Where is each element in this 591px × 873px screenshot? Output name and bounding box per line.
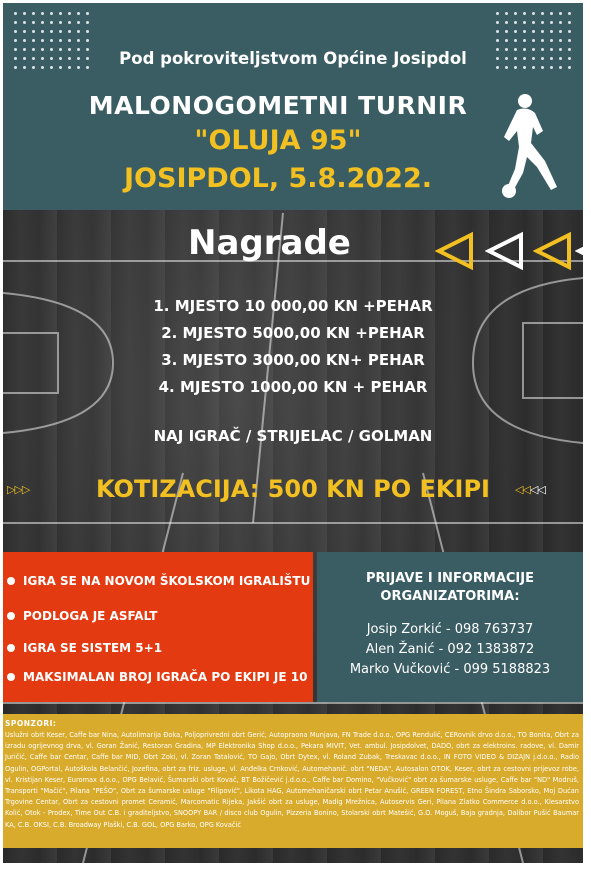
contact-person: Josip Zorkić - 098 763737 — [366, 622, 534, 637]
rule-item: MAKSIMALAN BROJ IGRAČA PO EKIPI JE 10 — [7, 670, 307, 684]
contact-person: Marko Vučković - 099 5188823 — [349, 662, 551, 677]
prizes-heading: Nagrade — [188, 223, 351, 263]
bullet-icon — [7, 577, 15, 585]
prize-item: 4. MJESTO 1000,00 KN + PEHAR — [158, 378, 428, 396]
prize-item: 1. MJESTO 10 000,00 KN +PEHAR — [153, 297, 433, 315]
rules-box — [3, 552, 313, 702]
rule-item: PODLOGA JE ASFALT — [7, 609, 157, 623]
tournament-title: MALONOGOMETNI TURNIR — [88, 91, 468, 120]
triangle-icon — [435, 231, 475, 271]
tournament-place-date: JOSIPDOL, 5.8.2022. — [124, 163, 432, 194]
contacts-box — [317, 552, 583, 702]
prize-item: 2. MJESTO 5000,00 KN +PEHAR — [161, 324, 425, 342]
contacts-heading: PRIJAVE I INFORMACIJE ORGANIZATORIMA: — [366, 571, 534, 604]
tournament-name: "OLUJA 95" — [194, 125, 362, 156]
patronage-text: Pod pokroviteljstvom Općine Josipdol — [119, 49, 467, 68]
arrow-decoration-left: ▷▷▷ — [7, 483, 30, 496]
sponsors-list: Uslužni obrt Keser, Caffe bar Nina, Autolimarija Đoka, Poljoprivredni obrt Gerić, Autopraona Munjava, FN Trade d.o.o., OPG Rendulić, CERovnik drvo d.o.o., TO Bonita, Obrt za izradu ogrijevnog drva, vl. Goran Žanić, Restoran Gradina, MP Elektronika Shop d.o.o., Pekara MIVIT, Vet. ambul. Josipdolvet, DADO, obrt za elektroins. radove, vl. Damir Juričić, Caffe bar Centar, Caffe bar MID, Obrt Zoki, vl. Zoran Tatalović, TO Gajo, Obrt Dytex, vl. Roland Zubak, Treskavac d.o.o., IN FOTO VIDEO & DIZAJN j.d.o.o., Radio Ogulin, OGPortal, Autoškola Belančić, Jozefina, obrt za friz. usluge, vl. Anđelka Crnković, Automehanič. obrt "NEDA", Autosalon OTOK, Keser, obrt za cestovni prijevoz robe, vl. Kristijan Keser, Euromax d.o.o., OPG Belavić, Šumarski obrt Kovač, BT Božičević j.d.o.o., Caffe bar Domino, "Vučković" obrt za šumarske usluge, Caffe bar "ND" Modruš, Transporti "Mačić", Pilana "PEŠO", Obrt za šumarske usluge "Filipović", Likota HAG, Automehaničarski obrt Petar Anušić, GREEN FOREST, Etno Šindra Saborsko, Moj Dućan Trgovine Centar, Obrt za cestovni promet Ceramić, Marcomatic Rijeka, Jakšić obrt za usluge, Madig Mrežnica, Autoservis Geri, Pilana Zlatko Commerce d.o.o., Klesarstvo Kolić, Otok - Prodex, Time Out C.B. i graditeljstvo, SNOOPY BAR / disco club Ogulin, Pizzeria Bonino, Stolarski obrt Matešić, G.O. Moguš, Baja gradnja, Dalibor Pušić Baumar KA, C.B. OKSI, C.B. Broadway Plaški, C.B. GOL, OPG Barko, OPG Kovačić — [5, 731, 579, 829]
tournament-poster — [3, 3, 583, 863]
triangle-icon — [485, 231, 525, 271]
sponsors-heading: SPONZORI: — [5, 719, 57, 728]
bullet-icon — [7, 612, 15, 620]
header-banner — [3, 3, 583, 210]
bullet-icon — [7, 673, 15, 681]
prize-item: 3. MJESTO 3000,00 KN+ PEHAR — [161, 351, 425, 369]
contact-person: Alen Žanić - 092 1383872 — [365, 642, 535, 657]
individual-awards: NAJ IGRAČ / STRIJELAC / GOLMAN — [153, 427, 433, 445]
entry-fee: KOTIZACIJA: 500 KN PO EKIPI — [96, 475, 490, 503]
rule-item: IGRA SE SISTEM 5+1 — [7, 641, 162, 655]
football-player-icon — [499, 91, 569, 201]
triangle-icon — [575, 231, 583, 271]
arrow-decoration-right: ◁◁◁◁ — [515, 483, 545, 496]
prizes-list — [3, 293, 583, 401]
rule-item: IGRA SE NA NOVOM ŠKOLSKOM IGRALIŠTU — [7, 574, 310, 588]
bullet-icon — [7, 644, 15, 652]
sponsors-box — [3, 714, 583, 848]
triangle-icon — [533, 231, 573, 271]
